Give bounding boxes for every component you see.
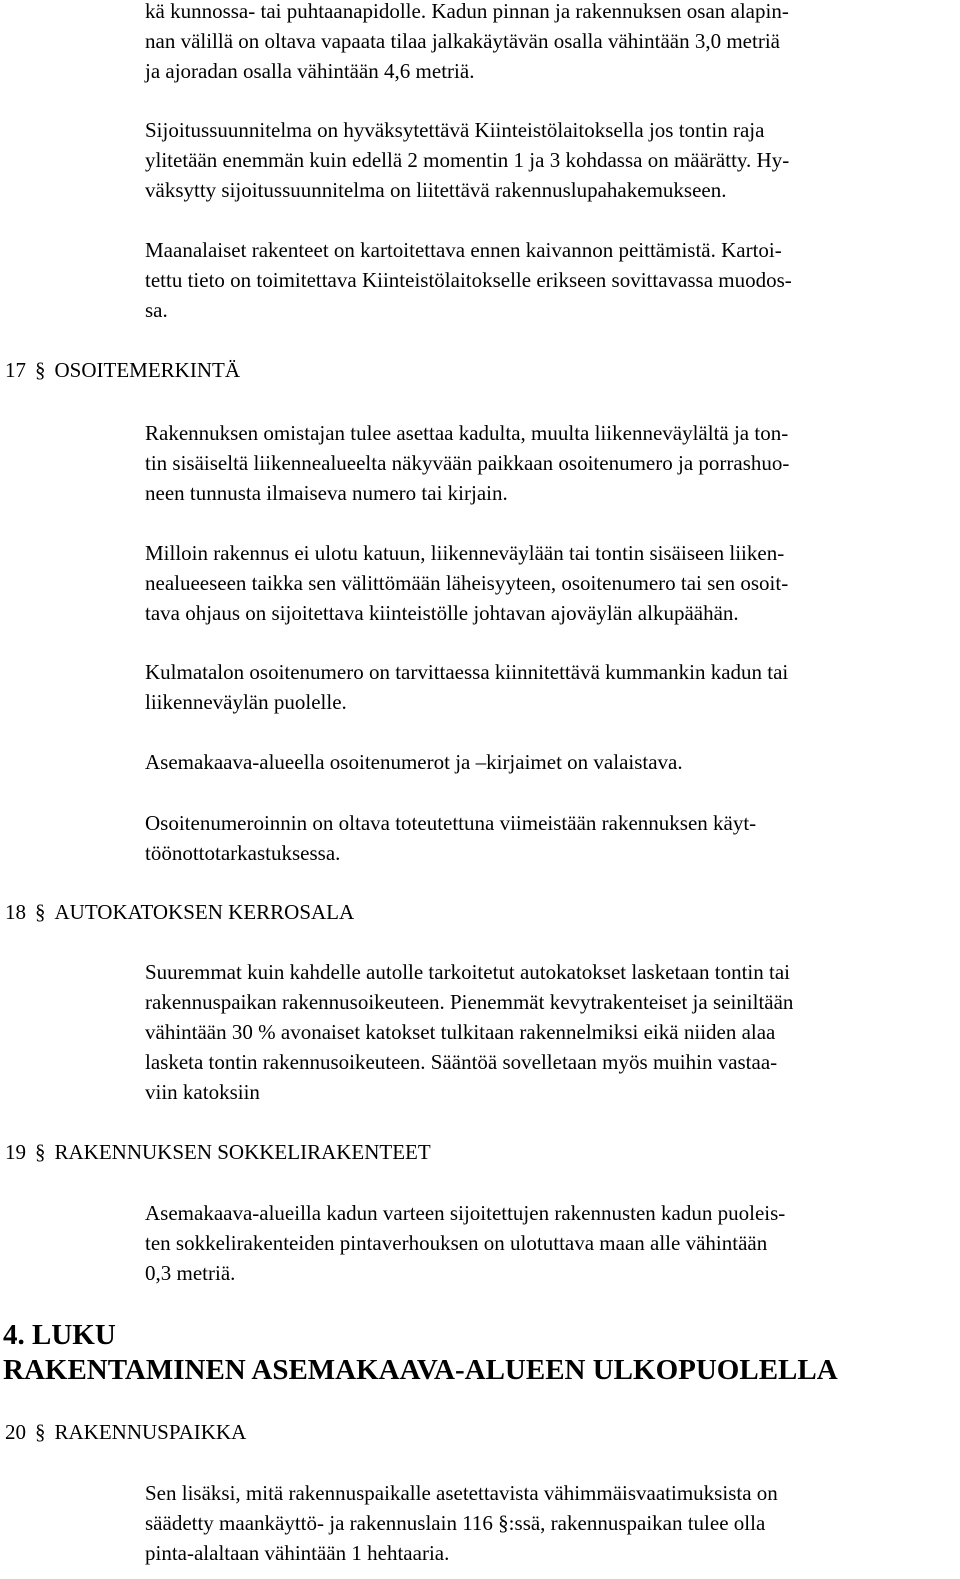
text-line: Maanalaiset rakenteet on kartoitettava ennen kaivannon peittämistä. Kartoi- [145,238,782,262]
text-line: tava ohjaus on sijoitettava kiinteistölle johtavan ajoväylän alkupäähän. [145,601,739,625]
text-line: rakennuspaikan rakennusoikeuteen. Pienemmät kevytrakenteiset ja seiniltään [145,990,794,1014]
section-sign: § [35,1140,46,1164]
text-line: pinta-alaltaan vähintään 1 hehtaaria. [145,1541,450,1565]
section-18-heading [5,899,354,925]
section-sign: § [35,900,46,924]
chapter-title: RAKENTAMINEN ASEMAKAAVA-ALUEEN ULKOPUOLELLA [3,1354,838,1386]
section-number: 19 [5,1140,26,1164]
text-line: 0,3 metriä. [145,1261,236,1285]
section-number: 20 [5,1420,26,1444]
text-line: Sijoitussuunnitelma on hyväksytettävä Kiinteistölaitoksella jos tontin raja [145,118,765,142]
text-line: nan välillä on oltava vapaata tilaa jalkakäytävän osalla vähintään 3,0 metriä [145,29,780,53]
section-title: OSOITEMERKINTÄ [54,358,240,382]
text-line: ylitetään enemmän kuin edellä 2 momentin 1 ja 3 kohdassa on määrätty. Hy- [145,148,790,172]
text-line: Kulmatalon osoitenumero on tarvittaessa kiinnitettävä kummankin kadun tai [145,660,789,684]
section-title: RAKENNUSPAIKKA [54,1420,247,1444]
section-sign: § [35,1420,46,1444]
section-number: 17 [5,358,26,382]
chapter-label: 4. LUKU [3,1319,116,1351]
text-line: kä kunnossa- tai puhtaanapidolle. Kadun pinnan ja rakennuksen osan alapin- [145,0,789,23]
text-line: Asemakaava-alueilla kadun varteen sijoitettujen rakennusten kadun puoleis- [145,1201,786,1225]
text-line: väksytty sijoitussuunnitelma on liitettävä rakennuslupahakemukseen. [145,178,727,202]
text-line: lasketa tontin rakennusoikeuteen. Sääntöä sovelletaan myös muihin vastaa- [145,1050,778,1074]
section-number: 18 [5,900,26,924]
text-line: sa. [145,298,168,322]
text-line: Milloin rakennus ei ulotu katuun, liikenneväylään tai tontin sisäiseen liiken- [145,541,785,565]
text-line: ja ajoradan osalla vähintään 4,6 metriä. [145,59,475,83]
text-line: neen tunnusta ilmaiseva numero tai kirjain. [145,481,508,505]
text-line: vähintään 30 % avonaiset katokset tulkitaan rakennelmiksi eikä niiden alaa [145,1020,776,1044]
text-line: Asemakaava-alueella osoitenumerot ja –kirjaimet on valaistava. [145,750,683,774]
text-line: Sen lisäksi, mitä rakennuspaikalle asetettavista vähimmäisvaatimuksista on [145,1481,778,1505]
text-line: ten sokkelirakenteiden pintaverhouksen on ulotuttava maan alle vähintään [145,1231,768,1255]
section-19-heading [5,1139,431,1165]
section-title: AUTOKATOKSEN KERROSALA [54,900,355,924]
text-line: säädetty maankäyttö- ja rakennuslain 116 §:ssä, rakennuspaikan tulee olla [145,1511,766,1535]
section-title: RAKENNUKSEN SOKKELIRAKENTEET [54,1140,431,1164]
section-17-heading [5,357,240,383]
text-line: Rakennuksen omistajan tulee asettaa kadulta, muulta liikenneväylältä ja ton- [145,421,789,445]
text-line: Suuremmat kuin kahdelle autolle tarkoitetut autokatokset lasketaan tontin tai [145,960,790,984]
section-20-heading [5,1419,246,1445]
text-line: tin sisäiseltä liikennealueelta näkyvään paikkaan osoitenumero ja porrashuo- [145,451,790,475]
text-line: tettu tieto on toimitettava Kiinteistölaitokselle erikseen sovittavassa muodos- [145,268,792,292]
text-line: liikenneväylän puolelle. [145,690,347,714]
text-line: Osoitenumeroinnin on oltava toteutettuna viimeistään rakennuksen käyt- [145,811,757,835]
section-sign: § [35,358,46,382]
text-line: viin katoksiin [145,1080,260,1104]
text-line: töönottotarkastuksessa. [145,841,341,865]
text-line: nealueeseen taikka sen välittömään läheisyyteen, osoitenumero tai sen osoit- [145,571,789,595]
